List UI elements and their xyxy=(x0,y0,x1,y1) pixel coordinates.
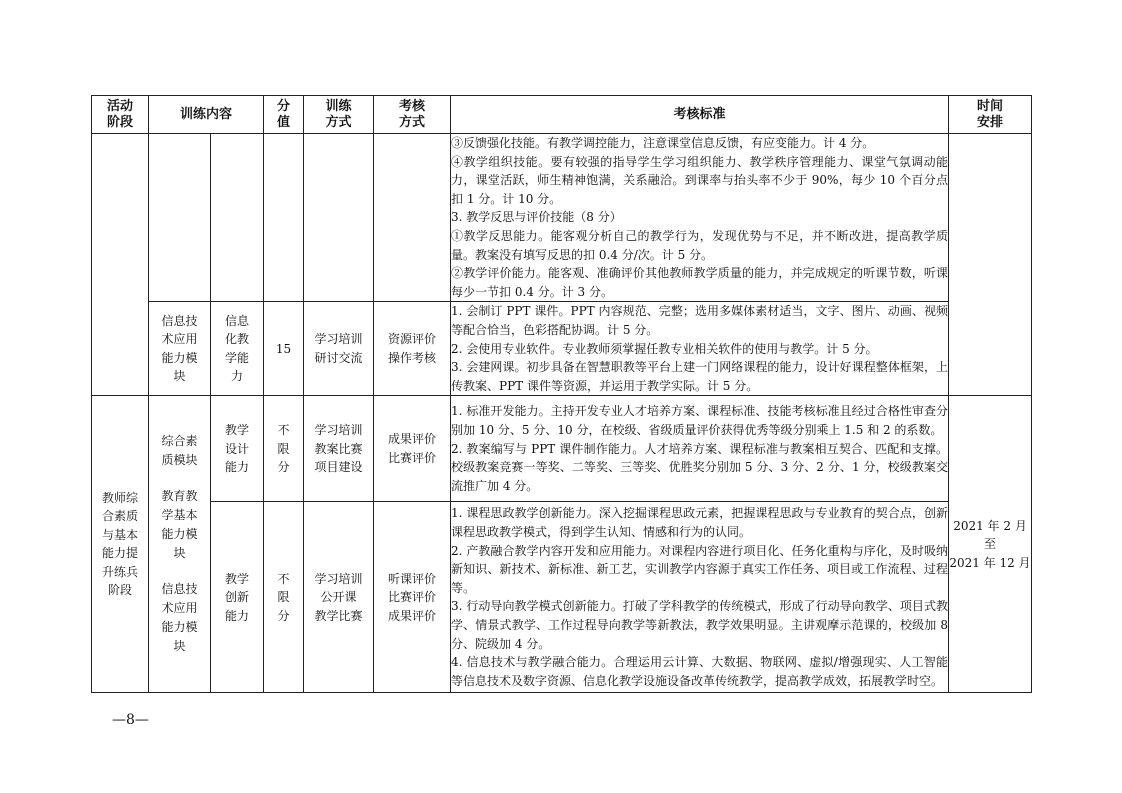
header-standard: 考核标准 xyxy=(451,96,949,134)
time-cell-empty xyxy=(949,134,1032,396)
method-cell: 学习培训 公开课 教学比赛 xyxy=(304,502,374,693)
table-row xyxy=(92,302,1032,396)
module-cell-empty xyxy=(149,134,211,302)
stage-cell: 教师综 合素质 与基本 能力提 升练兵 阶段 xyxy=(92,396,149,693)
header-row xyxy=(92,96,1032,134)
score-cell: 不 限 分 xyxy=(264,502,304,693)
score-cell: 15 xyxy=(264,302,304,396)
item-cell-empty xyxy=(211,134,264,302)
assessment-table xyxy=(91,95,1032,693)
item-cell: 教学 创新 能力 xyxy=(211,502,264,693)
method-cell-empty xyxy=(304,134,374,302)
standard-cell: 1. 课程思政教学创新能力。深入挖掘课程思政元素，把握课程思政与专业教育的契合点，创新课程思政教学模式，得到学生认知、情感和行为的认同。 2. 产教融合教学内容开发和应用能力。对课程内容进行项目化、任务化重构与序化，及时吸纳新知识、新技术、新标准、新工艺，实训教学内容源于真实工作任务、项目或工作流程、过程等。 3. 行动导向教学模式创新能力。打破了学科教学的传统模式，形成了行动导向教学、项目式教学、情景式教学、工作过程导向教学等新教法，教学效果明显。主讲观摩示范课的，校级加 8 分、院级加 4 分。 4. 信息技术与教学融合能力。合理运用云计算、大数据、物联网、虚拟/增强现实、人工智能等信息技术及数字资源、信息化教学设施设备改革传统教学，提高教学成效，拓展教学时空。 xyxy=(451,502,949,693)
assess-cell: 成果评价 比赛评价 xyxy=(374,396,451,502)
header-stage: 活动 阶段 xyxy=(92,96,149,134)
assess-cell: 听课评价 比赛评价 成果评价 xyxy=(374,502,451,693)
time-cell: 2021 年 2 月 至 2021 年 12 月 xyxy=(949,396,1032,693)
header-content: 训练内容 xyxy=(149,96,264,134)
standard-cell: 1. 标准开发能力。主持开发专业人才培养方案、课程标准、技能考核标准且经过合格性审查分别加 10 分、5 分、10 分，在校级、省级质量评价获得优秀等级分别乘上 1.5 和 2 的系数。 2. 教案编写与 PPT 课件制作能力。人才培养方案、课程标准与教案相互契合、匹配和支撑。校级教案竞赛一等奖、二等奖、三等奖、优胜奖分别加 5 分、3 分、2 分、1 分，校级教案交流推广加 4 分。 xyxy=(451,396,949,502)
module-cell: 信息技 术应用 能力模 块 xyxy=(149,302,211,396)
module-list-cell: 综合素 质模块 教育教 学基本 能力模 块 信息技 术应用 能力模 块 xyxy=(149,396,211,693)
standard-cell: ③反馈强化技能。有教学调控能力，注意课堂信息反馈，有应变能力。计 4 分。 ④教学组织技能。要有较强的指导学生学习组织能力、教学秩序管理能力、课堂气氛调动能力，课堂活跃，师生精神饱满，关系融洽。到课率与抬头率不少于 90%，每少 10 个百分点扣 1 分。计 10 分。 3. 教学反思与评价技能（8 分） ①教学反思能力。能客观分析自己的教学行为，发现优势与不足，并不断改进，提高教学质量。教案没有填写反思的扣 0.4 分/次。计 5 分。 ②教学评价能力。能客观、准确评价其他教师教学质量的能力，并完成规定的听课节数，听课每少一节扣 0.4 分。计 3 分。 xyxy=(451,134,949,302)
standard-cell: 1. 会制订 PPT 课件。PPT 内容规范、完整；选用多媒体素材适当，文字、图片、动画、视频等配合恰当，色彩搭配协调。计 5 分。 2. 会使用专业软件。专业教师须掌握任教专业相关软件的使用与教学。计 5 分。 3. 会建网课。初步具备在智慧职教等平台上建一门网络课程的能力，设计好课程整体框架，上传教案、PPT 课件等资源，并运用于教学实际。计 5 分。 xyxy=(451,302,949,396)
method-cell: 学习培训 研讨交流 xyxy=(304,302,374,396)
score-cell: 不 限 分 xyxy=(264,396,304,502)
header-time: 时间 安排 xyxy=(949,96,1032,134)
score-cell-empty xyxy=(264,134,304,302)
assess-cell-empty xyxy=(374,134,451,302)
header-score: 分 值 xyxy=(264,96,304,134)
header-method: 训练 方式 xyxy=(304,96,374,134)
item-cell: 信息 化教 学能 力 xyxy=(211,302,264,396)
assess-cell: 资源评价 操作考核 xyxy=(374,302,451,396)
table-row xyxy=(92,502,1032,693)
table-row xyxy=(92,396,1032,502)
page-number: —8— xyxy=(112,712,149,728)
method-cell: 学习培训 教案比赛 项目建设 xyxy=(304,396,374,502)
header-assess: 考核 方式 xyxy=(374,96,451,134)
table-row xyxy=(92,134,1032,302)
stage-cell-empty xyxy=(92,134,149,396)
item-cell: 教学 设计 能力 xyxy=(211,396,264,502)
